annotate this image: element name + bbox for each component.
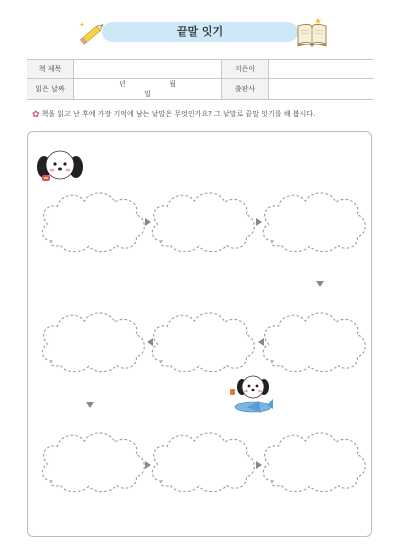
date-year: 년	[118, 80, 126, 88]
page-title: 끝말 잇기	[176, 25, 224, 38]
cloud-answer-box[interactable]	[152, 313, 254, 372]
book-title-label: 책 제목	[27, 60, 74, 79]
publisher-label: 출판사	[222, 79, 269, 100]
puppy-character-icon	[37, 151, 83, 181]
arrow-right-icon	[256, 461, 262, 469]
svg-text:★: ★	[314, 17, 323, 27]
arrow-left-icon	[258, 338, 264, 346]
date-day: 일	[144, 90, 151, 98]
cloud-answer-box[interactable]	[152, 193, 254, 252]
arrow-left-icon	[147, 338, 153, 346]
arrow-down-icon	[86, 402, 94, 408]
puppy-airplane-icon	[230, 376, 273, 413]
date-month: 월	[169, 80, 176, 88]
cloud-answer-box[interactable]	[263, 313, 365, 372]
arrow-right-icon	[145, 461, 151, 469]
cloud-answer-box[interactable]	[42, 193, 144, 252]
cloud-answer-box[interactable]	[42, 433, 144, 492]
arrow-right-icon	[145, 218, 151, 226]
instruction-text: 책을 읽고 난 후에 가장 기억에 남는 낱말은 무엇인가요? 그 낱말로 끝말 잇기를 해 봅시다.	[41, 110, 316, 118]
cloud-answer-box[interactable]	[263, 433, 365, 492]
flower-icon: ✿	[32, 110, 40, 120]
arrow-right-icon	[256, 218, 262, 226]
read-date-label: 읽은 날짜	[27, 79, 74, 100]
author-label: 지은이	[222, 60, 269, 79]
cloud-answer-box[interactable]	[263, 193, 365, 252]
svg-text:✦: ✦	[79, 21, 85, 29]
cloud-answer-box[interactable]	[42, 313, 144, 372]
arrow-down-icon	[316, 281, 324, 287]
cloud-answer-box[interactable]	[152, 433, 254, 492]
